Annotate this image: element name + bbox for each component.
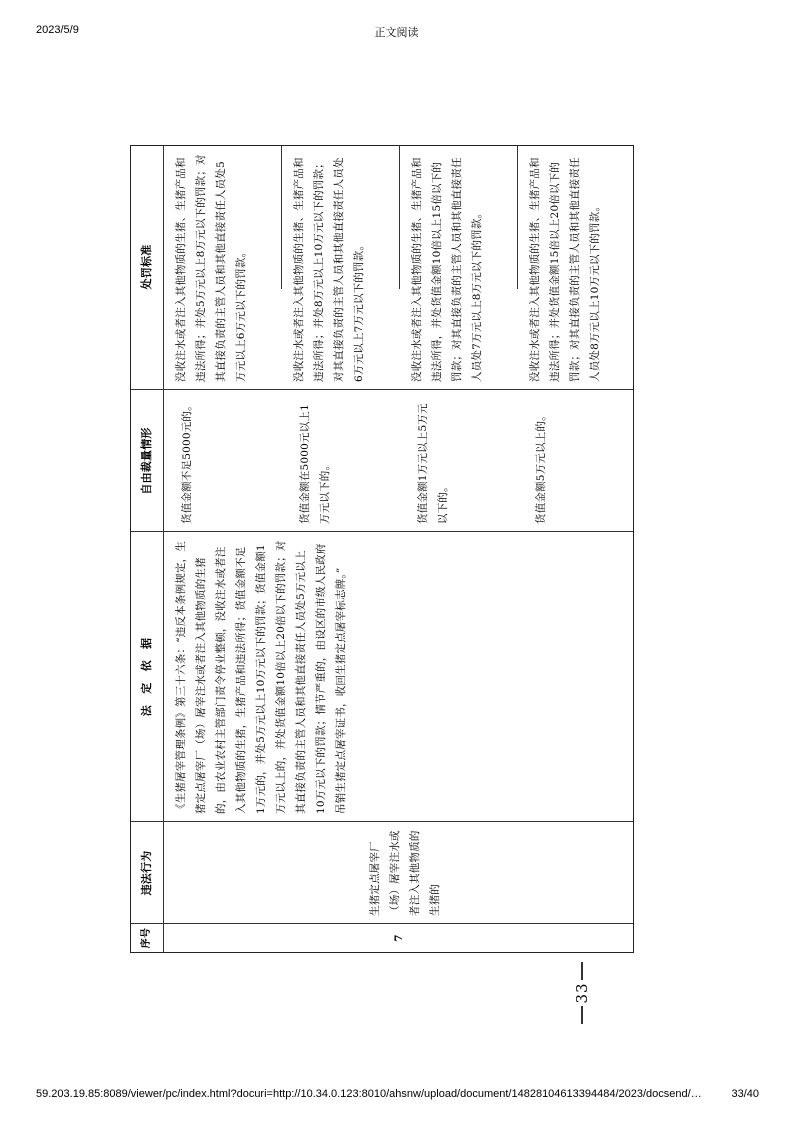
document-table-page — [130, 145, 634, 953]
row-divider-3 — [517, 146, 518, 289]
row-legal-basis: 《生猪屠宰管理条例》第三十六条：“违反本条例规定，生猪定点屠宰厂（场）屠宰注水或者注入其他物质的生猪的，由农业农村主管部门责令停业整顿，没收注水或者注入其他物质的生猪，生猪产品和违法所得；货值金额不足1万元的，并处5万元以上10万元以下的罚款；货值金额1万元以上的，并处货值金额10倍以上20倍以下的罚款；对其直接负责的主管人员和其他直接责任人员处5万元以上10万元以下的罚款；情节严重的，由设区的市级人民政府吊销生猪定点屠宰证书，收回生猪定点屠宰标志牌。” — [175, 540, 347, 814]
level-3-penalty: 没收注水或者注入其他物质的生猪、生猪产品和违法所得，并处货值金额10倍以上15倍以下的罚款；对其直接负责的主管人员和其他直接责任人员处7万元以上8万元以下的罚款。 — [411, 157, 483, 382]
row-seq: 7 — [393, 934, 405, 942]
header-divider — [163, 146, 164, 952]
header-basis: 法 定 依 据 — [140, 637, 153, 717]
level-2-discretion: 货值金额在5000元以上1万元以下的。 — [299, 403, 331, 524]
penalty-table — [130, 145, 634, 953]
level-1-penalty: 没收注水或者注入其他物质的生猪、生猪产品和违法所得；并处5万元以上8万元以下的罚款；对其直接负责的主管人员和其他直接责任人员处5万元以上6万元以下的罚款。 — [175, 154, 247, 382]
row-divider-2 — [399, 146, 400, 289]
page-counter: 33/40 — [731, 1088, 759, 1100]
level-4-discretion: 货值金额5万元以上的。 — [535, 410, 547, 524]
level-3-discretion: 货值金额1万元以上5万元以下的。 — [417, 403, 449, 524]
header-discretion: 自由裁量情形 — [140, 427, 153, 495]
header-penalty: 处罚标准 — [140, 244, 153, 290]
level-1-discretion: 货值金额不足5000元的。 — [181, 400, 193, 524]
level-2-penalty: 没收注水或者注入其他物质的生猪、生猪产品和违法所得；并处8万元以上10万元以下的罚款；对其直接负责的主管人员和其他直接责任人员处6万元以上7万元以下的罚款。 — [293, 157, 365, 382]
viewer-url: 59.203.19.85:8089/viewer/pc/index.html?docuri=http://10.34.0.123:8010/ahsnw/upload/document/14828104613394484/2023/docsend/… — [36, 1088, 702, 1100]
page-title: 正文阅读 — [374, 27, 419, 39]
level-4-penalty: 没收注水或者注入其他物质的生猪、生猪产品和违法所得；并处货值金额15倍以上20倍以下的罚款；对其直接负责的主管人员和其他直接责任人员处8万元以上10万元以下的罚款。 — [529, 157, 601, 382]
header-behavior: 违法行为 — [140, 850, 153, 896]
page-number — [562, 962, 602, 1024]
print-date: 2023/5/9 — [36, 24, 79, 36]
header-seq: 序号 — [141, 927, 152, 949]
row-behavior: 生猪定点屠宰厂（场）屠宰注水或者注入其他物质的生猪的 — [369, 830, 441, 916]
page-number-text: 33 — [573, 982, 591, 1004]
row-divider-1 — [281, 146, 282, 289]
